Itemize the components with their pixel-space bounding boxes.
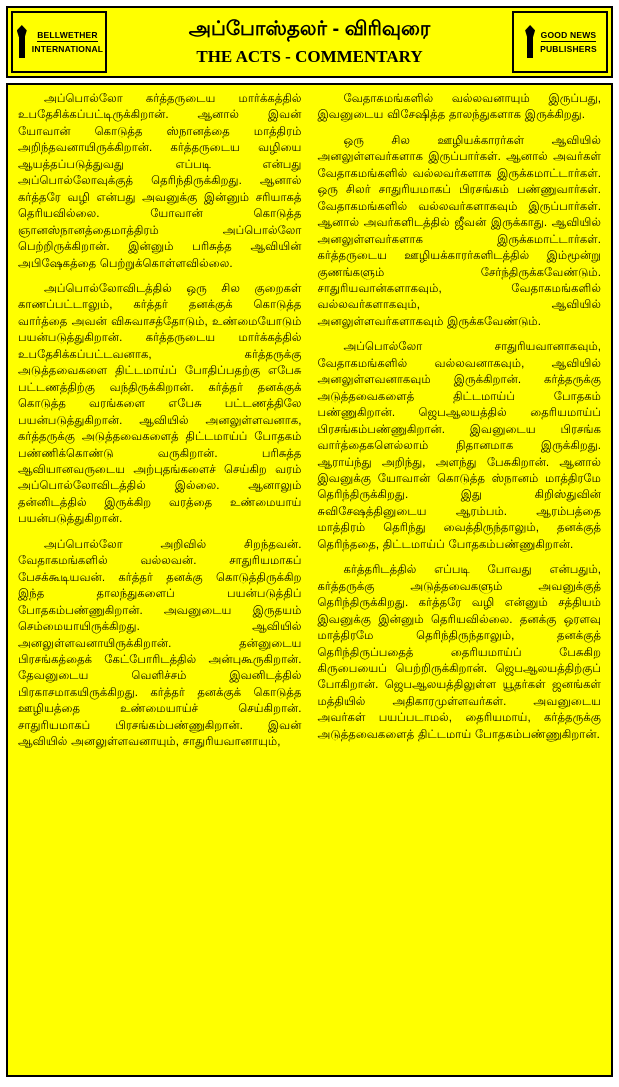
title-english: THE ACTS - COMMENTARY: [196, 47, 423, 66]
paragraph: வேதாகமங்களில் வல்லவனாயும் இருப்பது, இவனுடைய விசேஷித்த தாலந்துகளாக இருக்கிறது.: [317, 92, 601, 122]
document-body: [6, 83, 613, 1077]
torch-icon: [15, 25, 29, 59]
title-tamil: அப்போஸ்தலர் - விரிவுரை: [188, 18, 431, 40]
paragraph: அப்பொல்லோ அறிவில் சிறந்தவன். வேதாகமங்களில் வல்லவன். சாதுரியமாகப் பேசக்கூடியவன். கர்த்தர் தனக்கு கொடுத்திருக்கிற இந்த தாலந்துகளைப் பயன்படுத்திப் போதகம்பண்ணுகிறான். அவனுடைய இருதயம் செம்மையாயிருக்கிறது. ஆவியில் அனலுள்ளவனாயிருக்கிறான். தன்னுடைய பிரசங்கத்தைக் கேட்போரிடத்தில் அன்புகூருகிறான். தேவனுடைய வெளிச்சம் இவனிடத்தில் பிரகாசமாகயிருக்கிறது. கர்த்தர் தனக்குக் கொடுத்த ஊழியத்தை உண்மையாய்ச் செய்கிறான். சாதுரியமாகப் பிரசங்கம்பண்ணுகிறான். இவன் ஆவியில் அனலுள்ளவனாயும், சாதுரியவானாயும்,: [18, 537, 302, 749]
paragraph: கர்த்தரிடத்தில் எப்படி போவது என்பதும், கர்த்தருக்கு அடுத்தவைகளும் அவனுக்குத் தெரிந்திருக்கிறது. கர்த்தரே வழி என்னும் சத்தியம் இவனுக்கு இன்னும் தெரியவில்லை. தனக்கு ஒரளவு மாத்திரமே தெரிந்திருந்தாலும், தனக்குத் தெரிந்திருப்பதைத் தைரியமாய்ப் பேசுகிற கிருபையைப் பெற்றிருக்கிறான். ஜெபஆலயத்திற்குப் போகிறான். ஜெபஆலயத்திலுள்ள யூதர்கள் ஜனங்கள் மத்தியில் அதிகாரமுள்ளவர்கள். அவனுடைய அவர்கள் பயப்படாமல், தைரியமாய், கர்த்தருக்கு அடுத்தவைகளைத் திட்டமாய் போதகம்பண்ணுகிறான்.: [317, 563, 601, 741]
paragraph: அப்பொல்லோ கர்த்தருடைய மார்க்கத்தில் உபதேசிக்கப்பட்டிருக்கிறான். ஆனால் இவன் யோவான் கொடுத்த ஸ்நானத்தை மாத்திரம் அறிந்தவனாயிருக்கிறான். கர்த்தருடைய வழியை ஆயத்தப்படுத்துவது எப்படி என்பது அப்பொல்லோவுக்குத் தெரிந்திருக்கிறது. ஆனால் கர்த்தரே வழி என்பது அவனுக்கு இன்னும் சரியாகத் தெரியவில்லை. யோவான் கொடுத்த ஞானஸ்நானத்தைமாத்திரம் அப்பொல்லோ பெற்றிருக்கிறான். இன்னும் பரிசுத்த ஆவியின் அபிஷேகத்தை பெற்றுக்கொள்ளவில்லை.: [18, 92, 302, 270]
right-column: [310, 89, 610, 1071]
left-logo-line2: INTERNATIONAL: [31, 44, 104, 54]
torch-icon: [523, 25, 537, 59]
paragraph: ஒரு சில ஊழியக்காரர்கள் ஆவியில் அனலுள்ளவர்களாக இருப்பார்கள். ஆனால் அவர்கள் வேதாகமங்களில் வல்லவர்களாக இருக்கமாட்டார்கள். ஒரு சிலர் சாதுரியமாகப் பிரசங்கம் பண்ணுவார்கள். வேதாகமங்களில் வல்லவர்களாகவும் இருப்பார்கள். ஆனால் அவர்களிடத்தில் ஜீவன் இருக்காது. ஆவியில் அனலுள்ளவர்களாக இருக்கமாட்டார்கள். கர்த்தருடைய ஊழியக்காரர்களிடத்தில் இம்மூன்று குணங்களும் சேர்ந்திருக்கவேண்டும். சாதுரியவான்களாகவும், வேதாகமங்களில் வல்லவர்களாகவும், ஆவியில் அனலுள்ளவர்களாகவும் இருக்கவேண்டும்.: [317, 133, 601, 328]
publisher-logo-left: [11, 11, 107, 73]
page-title: [110, 8, 509, 76]
left-logo-line1: BELLWETHER: [37, 30, 98, 42]
paragraph: அப்பொல்லோ சாதுரியவானாகவும், வேதாகமங்களில் வல்லவனாகவும், ஆவியில் அனலுள்ளவனாகவும் இருக்கிறான். கர்த்தருக்கு அடுத்தவைகளைத் திட்டமாய்ப் போதகம் பண்ணுகிறான். ஜெபஆலயத்தில் தைரியமாய்ப் பிரசங்கம்பண்ணுகிறான். இவனுடைய பிரசங்க வார்த்தைகளெல்லாம் நிதானமாக இருக்கிறது. ஆராய்ந்து அறிந்து, அளந்து பேசுகிறான். ஆனால் இவனுக்கு யோவான் கொடுத்த ஸ்நானம் மாத்திரமே தெரிந்திருக்கிறது. இது கிறிஸ்துவின் சுவிசேஷத்தினுடைய ஆரம்பம். ஆரம்பத்தை மாத்திரம் தெரிந்து வைத்திருந்தாலும், தனக்குத் தெரிந்ததை, திட்டமாய்ப் போதகம்பண்ணுகிறான்.: [317, 340, 601, 551]
right-logo-line1: GOOD NEWS: [541, 30, 597, 42]
right-logo-line2: PUBLISHERS: [540, 44, 597, 54]
document-header: [6, 6, 613, 78]
publisher-logo-right: [512, 11, 608, 73]
paragraph: அப்பொல்லோவிடத்தில் ஒரு சில குறைகள் காணப்பட்டாலும், கர்த்தர் தனக்குக் கொடுத்த வார்த்தை அவன் விசுவாசத்தோடும், உண்மையோடும் பயன்படுத்துகிறான். கர்த்தருடைய மார்க்கத்தில் உபதேசிக்கப்பட்டவனாக, கர்த்தருக்கு அடுத்தவைகளை திட்டமாய்ப் போதிப்பதற்கு எபேசு பட்டணத்திற்கு வந்திருக்கிறான். கர்த்தர் தனக்குக் கொடுத்த வரங்களை எபேசு பட்டணத்திலே பயன்படுத்துகிறான். ஆவியில் அனலுள்ளவனாக, கர்த்தருக்கு அடுத்தவைகளைத் திட்டமாய்ப் போதகம் பண்ணிக்கொண்டு வருகிறான். பரிசுத்த ஆவியானவருடைய அற்புதங்களைச் செய்கிற வரம் அப்பொல்லோவிடத்தில் இல்லை. ஆனாலும் தன்னிடத்தில் இருக்கிற வரத்தை உண்மையாய் பயன்படுத்துகிறான்.: [18, 281, 302, 526]
left-column: [10, 89, 310, 1071]
